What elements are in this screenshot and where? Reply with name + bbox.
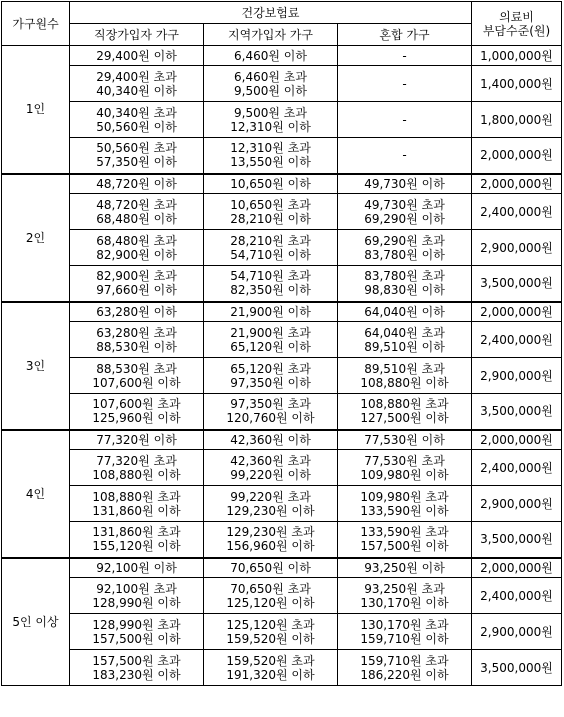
mixed-cell: -: [338, 66, 472, 102]
mixed-cell: 49,730원 초과 69,290원 이하: [338, 194, 472, 230]
regional-cell: 65,120원 초과 97,350원 이하: [204, 358, 338, 394]
burden-cell: 3,500,000원: [472, 266, 562, 302]
employee-cell: 48,720원 초과 68,480원 이하: [70, 194, 204, 230]
burden-cell: 2,000,000원: [472, 430, 562, 450]
burden-cell: 2,000,000원: [472, 302, 562, 322]
mixed-cell: 49,730원 이하: [338, 174, 472, 194]
employee-cell: 82,900원 초과 97,660원 이하: [70, 266, 204, 302]
burden-cell: 2,400,000원: [472, 194, 562, 230]
header-household: 가구원수: [2, 2, 70, 46]
employee-cell: 128,990원 초과 157,500원 이하: [70, 614, 204, 650]
table-row: [2, 430, 562, 450]
table-row: [2, 266, 562, 302]
medical-cost-burden-table: [1, 1, 562, 686]
mixed-cell: 83,780원 초과 98,830원 이하: [338, 266, 472, 302]
mixed-cell: 93,250원 초과 130,170원 이하: [338, 578, 472, 614]
household-size-cell: 2인: [2, 174, 70, 302]
mixed-cell: -: [338, 46, 472, 66]
mixed-cell: 77,530원 이하: [338, 430, 472, 450]
burden-cell: 2,900,000원: [472, 614, 562, 650]
regional-cell: 6,460원 이하: [204, 46, 338, 66]
burden-cell: 2,000,000원: [472, 174, 562, 194]
header-regional: 지역가입자 가구: [204, 24, 338, 46]
burden-cell: 2,400,000원: [472, 578, 562, 614]
burden-cell: 3,500,000원: [472, 394, 562, 430]
household-size-cell: 3인: [2, 302, 70, 430]
table-row: [2, 614, 562, 650]
table-row: [2, 46, 562, 66]
regional-cell: 6,460원 초과 9,500원 이하: [204, 66, 338, 102]
table-row: [2, 358, 562, 394]
burden-cell: 2,900,000원: [472, 230, 562, 266]
mixed-cell: 109,980원 초과 133,590원 이하: [338, 486, 472, 522]
regional-cell: 42,360원 이하: [204, 430, 338, 450]
employee-cell: 68,480원 초과 82,900원 이하: [70, 230, 204, 266]
employee-cell: 50,560원 초과 57,350원 이하: [70, 138, 204, 174]
household-size-cell: 1인: [2, 46, 70, 174]
employee-cell: 92,100원 초과 128,990원 이하: [70, 578, 204, 614]
regional-cell: 28,210원 초과 54,710원 이하: [204, 230, 338, 266]
household-size-cell: 5인 이상: [2, 558, 70, 686]
household-size-cell: 4인: [2, 430, 70, 558]
table-body: [2, 46, 562, 686]
header-insurance: 건강보험료: [70, 2, 472, 24]
table-row: [2, 230, 562, 266]
employee-cell: 77,320원 초과 108,880원 이하: [70, 450, 204, 486]
employee-cell: 48,720원 이하: [70, 174, 204, 194]
table-row: [2, 66, 562, 102]
burden-cell: 1,800,000원: [472, 102, 562, 138]
regional-cell: 10,650원 초과 28,210원 이하: [204, 194, 338, 230]
regional-cell: 99,220원 초과 129,230원 이하: [204, 486, 338, 522]
regional-cell: 129,230원 초과 156,960원 이하: [204, 522, 338, 558]
burden-cell: 2,000,000원: [472, 558, 562, 578]
table-row: [2, 486, 562, 522]
employee-cell: 88,530원 초과 107,600원 이하: [70, 358, 204, 394]
burden-cell: 3,500,000원: [472, 650, 562, 686]
table-row: [2, 174, 562, 194]
mixed-cell: 89,510원 초과 108,880원 이하: [338, 358, 472, 394]
table-row: [2, 302, 562, 322]
table-row: [2, 194, 562, 230]
employee-cell: 131,860원 초과 155,120원 이하: [70, 522, 204, 558]
mixed-cell: 159,710원 초과 186,220원 이하: [338, 650, 472, 686]
employee-cell: 63,280원 초과 88,530원 이하: [70, 322, 204, 358]
mixed-cell: 69,290원 초과 83,780원 이하: [338, 230, 472, 266]
table-row: [2, 558, 562, 578]
employee-cell: 92,100원 이하: [70, 558, 204, 578]
burden-cell: 1,400,000원: [472, 66, 562, 102]
employee-cell: 108,880원 초과 131,860원 이하: [70, 486, 204, 522]
mixed-cell: 93,250원 이하: [338, 558, 472, 578]
regional-cell: 10,650원 이하: [204, 174, 338, 194]
burden-cell: 2,000,000원: [472, 138, 562, 174]
burden-cell: 2,400,000원: [472, 322, 562, 358]
regional-cell: 9,500원 초과 12,310원 이하: [204, 102, 338, 138]
employee-cell: 107,600원 초과 125,960원 이하: [70, 394, 204, 430]
regional-cell: 21,900원 초과 65,120원 이하: [204, 322, 338, 358]
header-burden: 의료비 부담수준(원): [472, 2, 562, 46]
header-mixed: 혼합 가구: [338, 24, 472, 46]
employee-cell: 29,400원 초과 40,340원 이하: [70, 66, 204, 102]
table-row: [2, 102, 562, 138]
regional-cell: 125,120원 초과 159,520원 이하: [204, 614, 338, 650]
burden-cell: 2,400,000원: [472, 450, 562, 486]
employee-cell: 63,280원 이하: [70, 302, 204, 322]
employee-cell: 40,340원 초과 50,560원 이하: [70, 102, 204, 138]
regional-cell: 159,520원 초과 191,320원 이하: [204, 650, 338, 686]
regional-cell: 70,650원 이하: [204, 558, 338, 578]
employee-cell: 157,500원 초과 183,230원 이하: [70, 650, 204, 686]
employee-cell: 77,320원 이하: [70, 430, 204, 450]
table-row: [2, 522, 562, 558]
mixed-cell: 77,530원 초과 109,980원 이하: [338, 450, 472, 486]
mixed-cell: 133,590원 초과 157,500원 이하: [338, 522, 472, 558]
mixed-cell: 130,170원 초과 159,710원 이하: [338, 614, 472, 650]
header-employee: 직장가입자 가구: [70, 24, 204, 46]
mixed-cell: 108,880원 초과 127,500원 이하: [338, 394, 472, 430]
table-row: [2, 578, 562, 614]
burden-cell: 2,900,000원: [472, 358, 562, 394]
table-row: [2, 138, 562, 174]
table-row: [2, 322, 562, 358]
burden-cell: 3,500,000원: [472, 522, 562, 558]
regional-cell: 42,360원 초과 99,220원 이하: [204, 450, 338, 486]
regional-cell: 97,350원 초과 120,760원 이하: [204, 394, 338, 430]
mixed-cell: -: [338, 102, 472, 138]
regional-cell: 12,310원 초과 13,550원 이하: [204, 138, 338, 174]
regional-cell: 54,710원 초과 82,350원 이하: [204, 266, 338, 302]
regional-cell: 70,650원 초과 125,120원 이하: [204, 578, 338, 614]
mixed-cell: -: [338, 138, 472, 174]
table-row: [2, 394, 562, 430]
burden-cell: 1,000,000원: [472, 46, 562, 66]
table-row: [2, 450, 562, 486]
burden-cell: 2,900,000원: [472, 486, 562, 522]
mixed-cell: 64,040원 이하: [338, 302, 472, 322]
mixed-cell: 64,040원 초과 89,510원 이하: [338, 322, 472, 358]
regional-cell: 21,900원 이하: [204, 302, 338, 322]
employee-cell: 29,400원 이하: [70, 46, 204, 66]
table-row: [2, 650, 562, 686]
